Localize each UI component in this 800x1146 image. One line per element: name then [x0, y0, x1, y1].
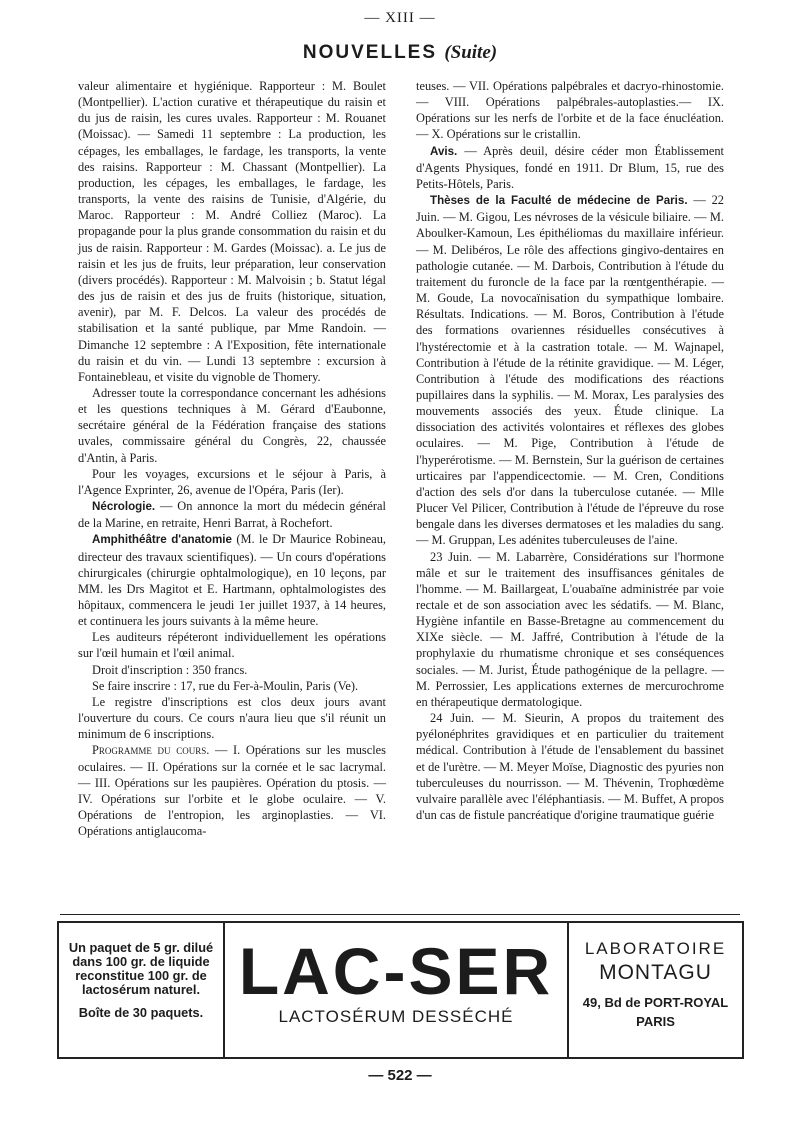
brand-subtitle: LACTOSÉRUM DESSÉCHÉ	[278, 1007, 514, 1026]
laboratory-address: 49, Bd de PORT-ROYAL	[582, 995, 729, 1010]
anatomy-heading: Amphithéâtre d'anatomie	[92, 533, 232, 547]
fee-paragraph: Droit d'inscription : 350 francs.	[92, 662, 248, 677]
running-head	[0, 42, 800, 64]
correspondence-paragraph: Adresser toute la correspondance concernant les adhésions et les questions techniques à M. Gérard d'Eaubonne, secrétaire général de la Fédération française des stations uvales, commissaire général du Congrès, 22, chaussée d'Antin, à Paris.	[78, 385, 386, 465]
notice-text: — Après deuil, désire céder mon Établissement d'Agents Physiques, fondé en 1911. Dr Blum, 15, rue des Petits-Hôtels, Paris.	[416, 143, 724, 191]
theses-june-23: 23 Juin. — M. Labarrère, Considérations sur l'hormone mâle et sur le traitement des insuffisances génitales de l'homme. — M. Baillargeat, L'ouabaïne administrée par voie rectale et de son association avec les sédatifs. — M. Blanc, Hygiène infantile en Basse-Bretagne au commencement du XIXe siècle. — M. Jaffré, Contribution à l'étude de la prophylaxie du rhumatisme chronique et ses conséquences sociales. — M. Jurist, Étude pathogénique de la pellagre. — M. Perrossier, Les applications externes de mercurochrome en thérapeutique dermatologique.	[416, 549, 724, 709]
course-program-heading: Programme du cours.	[92, 743, 210, 758]
congress-program-paragraph: valeur alimentaire et hygiénique. Rapporteur : M. Boulet (Montpellier). L'action curative et thérapeutique du raisin et du jus de raisin, les cures uvales. Rapporteur : M. Rouanet (Moissac). — Samedi 11 septembre : La production, les cépages, les emballages, le fardage, les transports, la vente des raisins. Rapporteur : M. Chassant (Montpellier). La production, les cépages, les emballages, le fardage, les transports, la vente des raisins de Tunisie, d'Algérie, du Maroc. Rapporteur : M. André Colliez (Maroc). La propagande pour la plus grande consommation du raisin et du jus de raisin. Rapporteur : M. Gardes (Moissac). a. Le jus de raisin et les jus de fruits, leur préparation, leur conservation (divers procédés). Rapporteur : M. Malvoisin ; b. Statut légal des jus de raisin et des jus de fruits (historique, situation, avenir), par M. F. Delcos. La valeur des procédés de stabilisation et la santé publique, par Mme Randoin. — Dimanche 12 septembre : A l'Exposition, fête internationale du raisin et du vin. — Lundi 13 septembre : excursion à Fontainebleau, et visite du vignoble de Thomery.	[78, 79, 386, 384]
anatomy-paragraph	[78, 531, 386, 629]
travel-paragraph: Pour les voyages, excursions et le séjour à Paris, à l'Agence Exprinter, 26, avenue de l'Opéra, Paris (Ier).	[78, 466, 386, 497]
register-address-paragraph: Se faire inscrire : 17, rue du Fer-à-Moulin, Paris (Ve).	[92, 678, 359, 693]
dosage-text: Un paquet de 5 gr. dilué dans 100 gr. de liquide reconstitue 100 gr. de lactosérum naturel.	[68, 940, 214, 997]
course-program-continued: teuses. — VII. Opérations palpébrales et dacryo-rhinostomie. — VIII. Opérations palpébrales-autoplasties.— IX. Opérations sur les nerfs de l'orbite et de la face énucléation. — X. Opérations sur le cristallin.	[416, 79, 724, 142]
page-folio: — 522 —	[368, 1067, 432, 1084]
right-column	[416, 78, 724, 823]
brand-logo: LAC-SER	[238, 934, 554, 1008]
left-column	[78, 78, 386, 839]
anatomy-text: (M. le Dr Maurice Robineau, directeur des travaux scientifiques). — Un cours d'opérations chirurgicales (chirurgie ophtalmologique), en 10 leçons, par MM. les Drs Magitot et E. Hartmann, ophtalmologistes des hôpitaux, commencera le jeudi 1er juillet 1937, à 14 heures, et continuera les jours suivants à la même heure.	[78, 532, 386, 629]
register-closure-paragraph: Le registre d'inscriptions est clos deux jours avant l'ouverture du cours. Ce cours n'aura lieu que s'il réunit un minimum de 6 inscriptions.	[78, 694, 386, 742]
notice-heading: Avis.	[430, 144, 458, 158]
advertisement-laboratory-box	[567, 921, 744, 1059]
advertisement-top-rule	[60, 914, 740, 915]
notice-paragraph	[416, 143, 724, 192]
section-title-suffix: (Suite)	[444, 42, 498, 63]
course-program-text: — I. Opérations sur les muscles oculaires. — II. Opérations sur la cornée et le sac lacrymal. — III. Opérations sur les paupières. Opération du ptosis. — IV. Opérations sur l'orbite et le globe oculaire. — V. Opérations de l'entropion, les arginoplasties. — VI. Opérations antiglaucoma-	[78, 743, 386, 839]
necrology-text: — On annonce la mort du médecin général de la Marine, en retraite, Henri Barrat, à Rochefort.	[78, 499, 386, 531]
page-roman-number: — XIII —	[364, 10, 436, 26]
laboratory-city: PARIS	[636, 1014, 675, 1029]
necrology-heading: Nécrologie.	[92, 500, 156, 514]
laboratory-label: LABORATOIRE	[584, 939, 727, 958]
laboratory-name: MONTAGU	[599, 961, 712, 984]
course-program-paragraph	[78, 742, 386, 839]
auditors-paragraph: Les auditeurs répéteront individuellement les opérations sur l'œil humain et l'œil animal.	[78, 630, 386, 661]
advertisement-dosage-box	[57, 921, 225, 1059]
section-title: NOUVELLES	[302, 42, 438, 63]
advertisement-brand-box	[225, 921, 567, 1059]
theses-june-24: 24 Juin. — M. Sieurin, A propos du traitement des pyélonéphrites gravidiques et en particulier du traitement médical. Contribution à l'étude de l'ensablement du bassinet et de l'urètre. — M. Meyer Moïse, Diagnostic des pyuries non tuberculeuses du nourrisson. — M. Thévenin, Trophœdème vulvaire parallèle avec l'éléphantiasis. — M. Buffet, A propos d'un cas de fistule pancréatique d'origine traumatique guérie	[416, 711, 724, 823]
theses-text: — 22 Juin. — M. Gigou, Les névroses de la vésicule biliaire. — M. Aboulker-Kamoun, Les épithéliomas du maxillaire inférieur. — M. Delibéros, Le rôle des affections gingivo-dentaires en pathologie cutanée. — M. Darbois, Contribution à l'étude du traitement du furoncle de la face par la rœntgenthérapie. — M. Goude, La novocaïnisation du sympathique lombaire. Résultats. Indications. — M. Boros, Contribution à l'étude des formations ovariennes résiduelles consécutives à l'hystérectomie et à la castration totale. — M. Wajnapel, Contribution à l'étude de la rétinite gravidique. — M. Léger, Contribution à l'étude des modifications des réactions pupillaires dans la syphilis. — M. Morax, Les paralysies des mouvements associés des yeux. Étude clinique. La dissociation des activités volontaires et réflexes des globes oculaires. — M. Pige, Contribution à l'étude de l'hyperérotisme. — M. Bernstein, Sur la guérison de certaines urticaires par l'appendicectomie. — M. Cren, Conditions d'action des sels d'or dans la tuberculose cutanée. — Mlle Plucer Vel Pilicer, Contribution à l'étude de l'épreuve du rose bengale dans les diverses dermatoses et les maladies du sang. — M. Gruppan, Les adénites tuberculeuses de l'aine.	[416, 193, 725, 548]
theses-paragraph	[416, 192, 724, 548]
necrology-paragraph	[78, 498, 386, 531]
theses-heading: Thèses de la Faculté de médecine de Paris.	[430, 194, 688, 208]
package-text: Boîte de 30 paquets.	[78, 1005, 204, 1020]
